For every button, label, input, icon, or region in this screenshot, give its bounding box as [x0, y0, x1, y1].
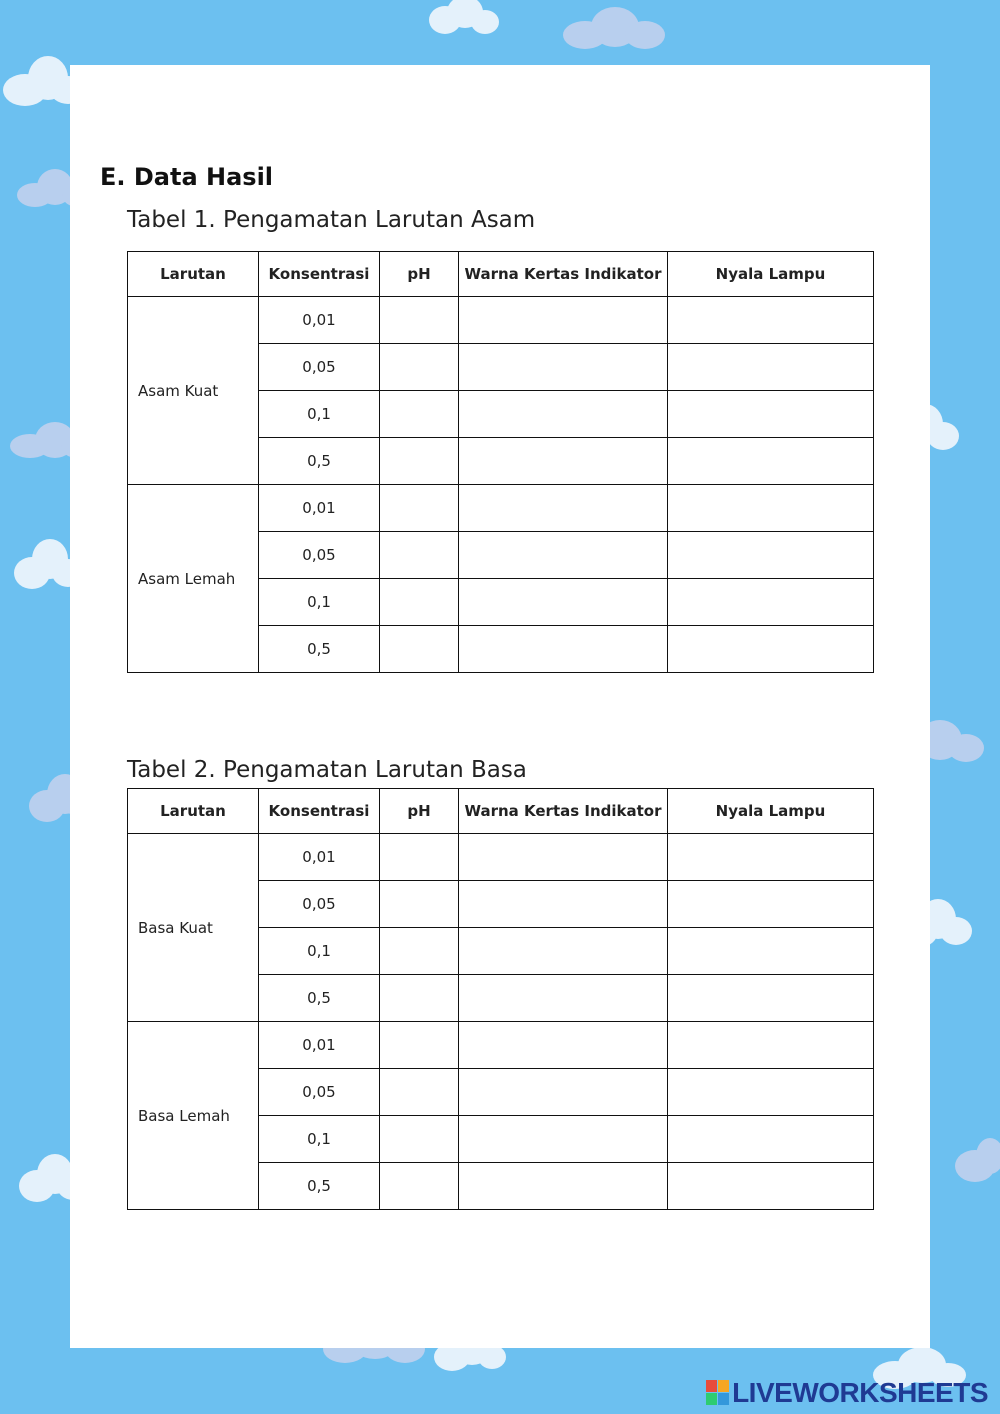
- lamp-input-cell[interactable]: [668, 438, 874, 485]
- solution-label: Basa Kuat: [128, 834, 259, 1022]
- lamp-input-cell[interactable]: [668, 626, 874, 673]
- cloud-decoration-icon: [560, 5, 670, 55]
- header-warna-kertas-indikator: Warna Kertas Indikator: [459, 252, 668, 297]
- concentration-value: 0,1: [259, 1116, 380, 1163]
- header-ph: pH: [380, 789, 459, 834]
- concentration-value: 0,5: [259, 626, 380, 673]
- cloud-decoration-icon: [425, 0, 505, 40]
- indicator-color-input-cell[interactable]: [459, 391, 668, 438]
- ph-input-cell[interactable]: [380, 344, 459, 391]
- indicator-color-input-cell[interactable]: [459, 1163, 668, 1210]
- table-row: [128, 297, 874, 344]
- ph-input-cell[interactable]: [380, 391, 459, 438]
- base-observation-table: [127, 788, 874, 1210]
- indicator-color-input-cell[interactable]: [459, 626, 668, 673]
- concentration-value: 0,1: [259, 928, 380, 975]
- solution-label: Basa Lemah: [128, 1022, 259, 1210]
- lamp-input-cell[interactable]: [668, 1116, 874, 1163]
- lamp-input-cell[interactable]: [668, 532, 874, 579]
- ph-input-cell[interactable]: [380, 532, 459, 579]
- lamp-input-cell[interactable]: [668, 579, 874, 626]
- concentration-value: 0,01: [259, 1022, 380, 1069]
- header-warna-kertas-indikator: Warna Kertas Indikator: [459, 789, 668, 834]
- ph-input-cell[interactable]: [380, 626, 459, 673]
- lamp-input-cell[interactable]: [668, 928, 874, 975]
- concentration-value: 0,1: [259, 579, 380, 626]
- lamp-input-cell[interactable]: [668, 1163, 874, 1210]
- concentration-value: 0,01: [259, 297, 380, 344]
- lamp-input-cell[interactable]: [668, 297, 874, 344]
- table-header-row: [128, 252, 874, 297]
- indicator-color-input-cell[interactable]: [459, 834, 668, 881]
- ph-input-cell[interactable]: [380, 297, 459, 344]
- lamp-input-cell[interactable]: [668, 485, 874, 532]
- concentration-value: 0,05: [259, 1069, 380, 1116]
- concentration-value: 0,5: [259, 1163, 380, 1210]
- concentration-value: 0,01: [259, 834, 380, 881]
- table-row: [128, 485, 874, 532]
- acid-observation-table: [127, 251, 874, 673]
- ph-input-cell[interactable]: [380, 438, 459, 485]
- ph-input-cell[interactable]: [380, 1069, 459, 1116]
- concentration-value: 0,05: [259, 532, 380, 579]
- indicator-color-input-cell[interactable]: [459, 297, 668, 344]
- concentration-value: 0,05: [259, 344, 380, 391]
- concentration-value: 0,05: [259, 881, 380, 928]
- liveworksheets-logo-icon: [706, 1380, 730, 1406]
- lamp-input-cell[interactable]: [668, 834, 874, 881]
- indicator-color-input-cell[interactable]: [459, 1022, 668, 1069]
- ph-input-cell[interactable]: [380, 1163, 459, 1210]
- header-larutan: Larutan: [128, 789, 259, 834]
- header-nyala-lampu: Nyala Lampu: [668, 252, 874, 297]
- lamp-input-cell[interactable]: [668, 1069, 874, 1116]
- concentration-value: 0,5: [259, 975, 380, 1022]
- ph-input-cell[interactable]: [380, 834, 459, 881]
- table-header-row: [128, 789, 874, 834]
- concentration-value: 0,1: [259, 391, 380, 438]
- lamp-input-cell[interactable]: [668, 391, 874, 438]
- lamp-input-cell[interactable]: [668, 881, 874, 928]
- table-row: [128, 834, 874, 881]
- indicator-color-input-cell[interactable]: [459, 532, 668, 579]
- ph-input-cell[interactable]: [380, 1022, 459, 1069]
- ph-input-cell[interactable]: [380, 975, 459, 1022]
- indicator-color-input-cell[interactable]: [459, 975, 668, 1022]
- table-row: [128, 1022, 874, 1069]
- table1-caption: Tabel 1. Pengamatan Larutan Asam: [127, 207, 536, 233]
- indicator-color-input-cell[interactable]: [459, 881, 668, 928]
- solution-label: Asam Lemah: [128, 485, 259, 673]
- indicator-color-input-cell[interactable]: [459, 579, 668, 626]
- indicator-color-input-cell[interactable]: [459, 1069, 668, 1116]
- indicator-color-input-cell[interactable]: [459, 1116, 668, 1163]
- header-ph: pH: [380, 252, 459, 297]
- worksheet-page: [70, 65, 930, 1348]
- liveworksheets-brand: [706, 1378, 988, 1408]
- indicator-color-input-cell[interactable]: [459, 928, 668, 975]
- lamp-input-cell[interactable]: [668, 344, 874, 391]
- concentration-value: 0,5: [259, 438, 380, 485]
- ph-input-cell[interactable]: [380, 485, 459, 532]
- ph-input-cell[interactable]: [380, 579, 459, 626]
- concentration-value: 0,01: [259, 485, 380, 532]
- table2-caption: Tabel 2. Pengamatan Larutan Basa: [127, 757, 527, 783]
- header-larutan: Larutan: [128, 252, 259, 297]
- indicator-color-input-cell[interactable]: [459, 438, 668, 485]
- brand-text: LIVEWORKSHEETS: [732, 1377, 988, 1408]
- ph-input-cell[interactable]: [380, 881, 459, 928]
- lamp-input-cell[interactable]: [668, 1022, 874, 1069]
- header-nyala-lampu: Nyala Lampu: [668, 789, 874, 834]
- ph-input-cell[interactable]: [380, 1116, 459, 1163]
- ph-input-cell[interactable]: [380, 928, 459, 975]
- lamp-input-cell[interactable]: [668, 975, 874, 1022]
- header-konsentrasi: Konsentrasi: [259, 252, 380, 297]
- solution-label: Asam Kuat: [128, 297, 259, 485]
- section-title: E. Data Hasil: [100, 163, 274, 191]
- indicator-color-input-cell[interactable]: [459, 344, 668, 391]
- header-konsentrasi: Konsentrasi: [259, 789, 380, 834]
- indicator-color-input-cell[interactable]: [459, 485, 668, 532]
- cloud-decoration-icon: [950, 1130, 1000, 1190]
